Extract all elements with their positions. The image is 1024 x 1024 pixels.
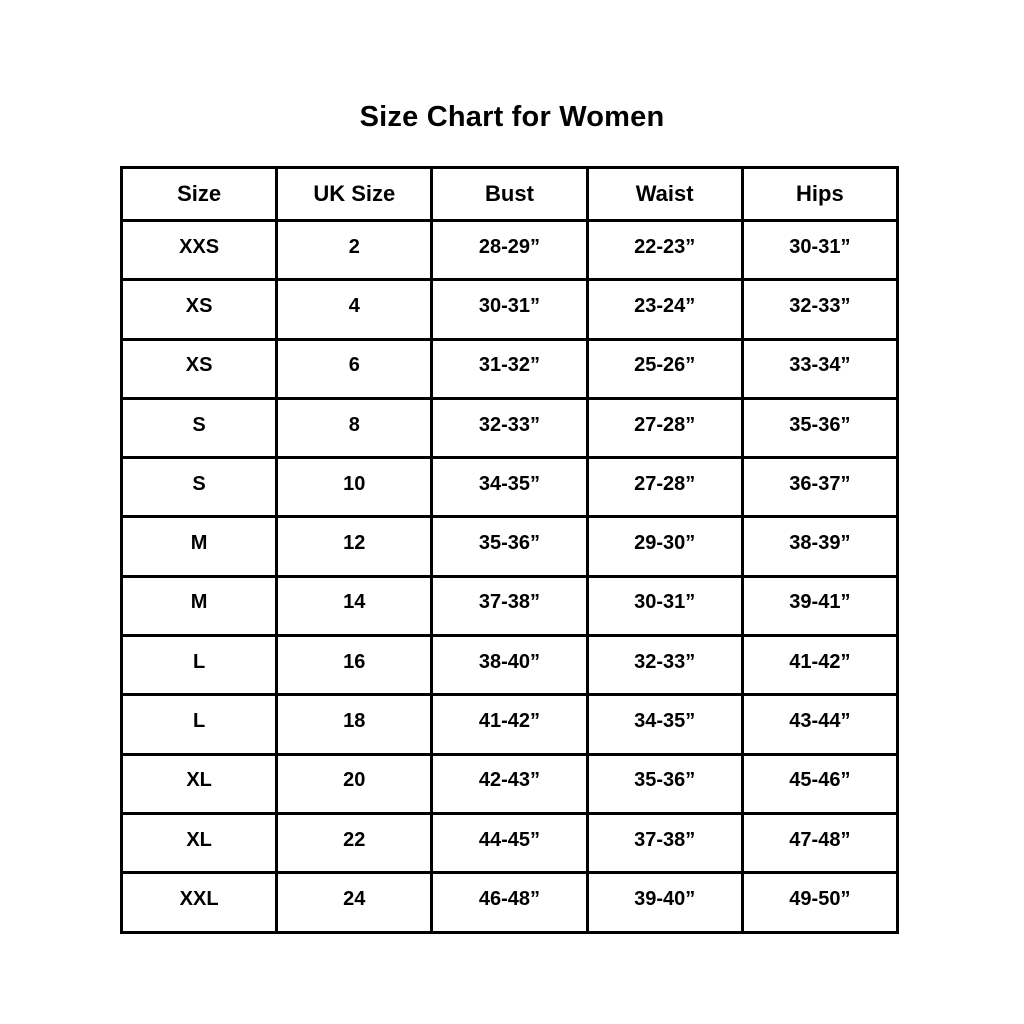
table-cell: XXS: [122, 221, 277, 280]
table-cell: 23-24”: [587, 280, 742, 339]
table-cell: 32-33”: [742, 280, 897, 339]
table-cell: 39-41”: [742, 576, 897, 635]
table-cell: 27-28”: [587, 398, 742, 457]
table-header-row: [122, 168, 898, 221]
table-cell: 28-29”: [432, 221, 587, 280]
table-cell: 35-36”: [432, 517, 587, 576]
table-row: [122, 754, 898, 813]
table-cell: XXL: [122, 873, 277, 932]
table-cell: 49-50”: [742, 873, 897, 932]
table-cell: 38-39”: [742, 517, 897, 576]
table-cell: 14: [277, 576, 432, 635]
table-cell: 4: [277, 280, 432, 339]
table-cell: 36-37”: [742, 458, 897, 517]
table-cell: 6: [277, 339, 432, 398]
table-cell: S: [122, 398, 277, 457]
table-row: [122, 398, 898, 457]
table-cell: 35-36”: [587, 754, 742, 813]
table-cell: 29-30”: [587, 517, 742, 576]
table-row: [122, 339, 898, 398]
table-cell: 47-48”: [742, 813, 897, 872]
table-cell: 33-34”: [742, 339, 897, 398]
table-row: [122, 458, 898, 517]
table-cell: 22: [277, 813, 432, 872]
table-cell: 20: [277, 754, 432, 813]
table-cell: 16: [277, 636, 432, 695]
table-row: [122, 695, 898, 754]
table-cell: 39-40”: [587, 873, 742, 932]
table-cell: 38-40”: [432, 636, 587, 695]
table-cell: 45-46”: [742, 754, 897, 813]
table-cell: 37-38”: [432, 576, 587, 635]
column-header: Hips: [742, 168, 897, 221]
table-cell: 18: [277, 695, 432, 754]
table-cell: 2: [277, 221, 432, 280]
table-cell: 32-33”: [432, 398, 587, 457]
table-row: [122, 221, 898, 280]
table-cell: M: [122, 517, 277, 576]
table-cell: S: [122, 458, 277, 517]
table-row: [122, 517, 898, 576]
table-cell: 27-28”: [587, 458, 742, 517]
table-cell: 37-38”: [587, 813, 742, 872]
table-cell: 30-31”: [587, 576, 742, 635]
table-cell: 34-35”: [432, 458, 587, 517]
table-cell: 30-31”: [432, 280, 587, 339]
table-cell: 24: [277, 873, 432, 932]
table-cell: 12: [277, 517, 432, 576]
table-cell: 41-42”: [432, 695, 587, 754]
table-cell: 25-26”: [587, 339, 742, 398]
table-cell: 44-45”: [432, 813, 587, 872]
table-row: [122, 636, 898, 695]
table-cell: L: [122, 695, 277, 754]
size-chart-table: [120, 166, 899, 934]
column-header: Size: [122, 168, 277, 221]
table-cell: XS: [122, 280, 277, 339]
table-cell: 34-35”: [587, 695, 742, 754]
table-cell: L: [122, 636, 277, 695]
table-row: [122, 280, 898, 339]
table-cell: 46-48”: [432, 873, 587, 932]
table-cell: 8: [277, 398, 432, 457]
column-header: UK Size: [277, 168, 432, 221]
table-cell: 10: [277, 458, 432, 517]
table-cell: 32-33”: [587, 636, 742, 695]
table-cell: 35-36”: [742, 398, 897, 457]
table-cell: 22-23”: [587, 221, 742, 280]
table-cell: XL: [122, 754, 277, 813]
table-cell: XL: [122, 813, 277, 872]
table-cell: 41-42”: [742, 636, 897, 695]
table-cell: 43-44”: [742, 695, 897, 754]
table-row: [122, 873, 898, 932]
table-cell: M: [122, 576, 277, 635]
table-body: [122, 221, 898, 933]
column-header: Waist: [587, 168, 742, 221]
table-row: [122, 576, 898, 635]
column-header: Bust: [432, 168, 587, 221]
table-cell: XS: [122, 339, 277, 398]
table-row: [122, 813, 898, 872]
page-title: Size Chart for Women: [359, 101, 665, 133]
table-cell: 30-31”: [742, 221, 897, 280]
table-cell: 31-32”: [432, 339, 587, 398]
table-header: [122, 168, 898, 221]
table-cell: 42-43”: [432, 754, 587, 813]
